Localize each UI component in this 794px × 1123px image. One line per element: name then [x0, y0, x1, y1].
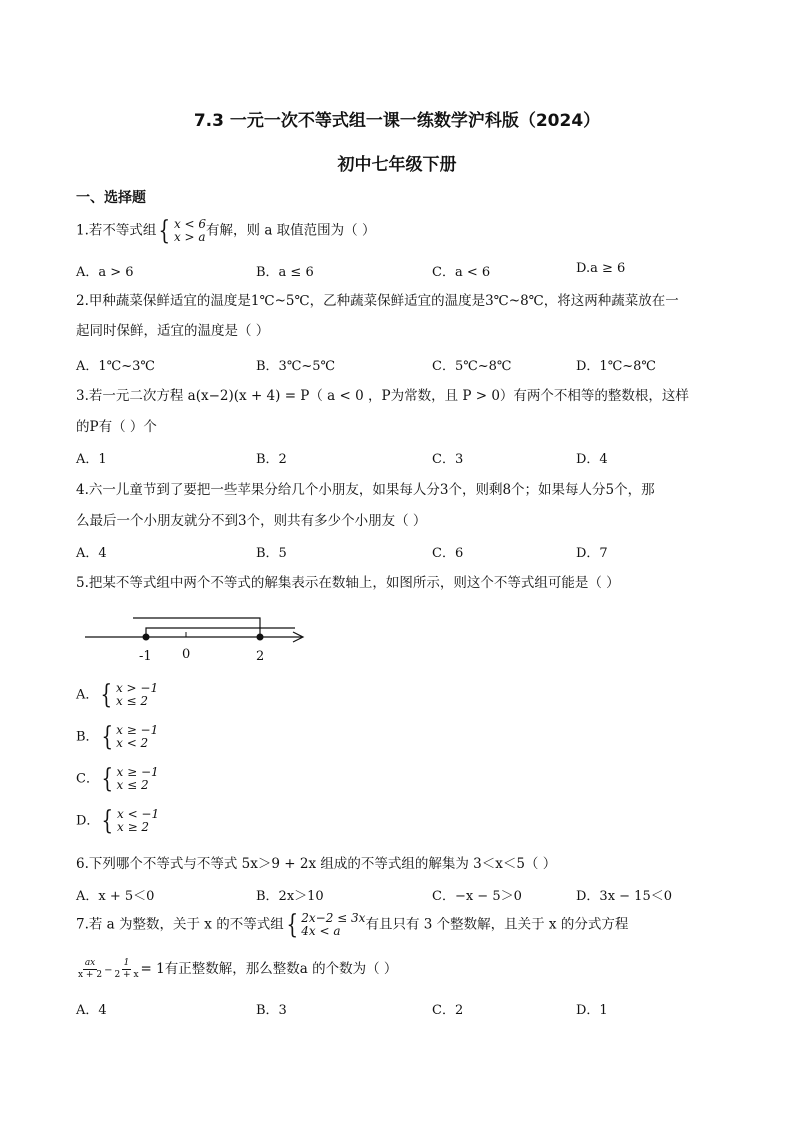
q6-option-b[interactable]: B．2x＞10	[256, 889, 324, 904]
q7-ineq-1: 2x−2 ≤ 3x	[301, 911, 366, 925]
question-6-line-1: 6.下列哪个不等式与不等式 5x＞9 + 2x 组成的不等式组的解集为 3＜x＜5（ ）	[76, 856, 557, 872]
q4-option-c[interactable]: C．6	[432, 546, 464, 561]
axis-label-minus-one: -1	[139, 649, 152, 664]
q5-option-a-system: { x > −1 x ≤ 2	[100, 680, 159, 710]
solution-ray-upper	[146, 628, 295, 637]
q7-option-a[interactable]: A．4	[76, 1003, 107, 1018]
q7-prefix: 7.若 a 为整数，关于 x 的不等式组	[76, 916, 284, 933]
q5-d-ineq-1: x < −1	[116, 807, 160, 821]
question-2-line-1: 2.甲种蔬菜保鲜适宜的温度是1℃~5℃，乙种蔬菜保鲜适宜的温度是3℃~8℃，将这两种蔬菜放在一	[76, 293, 679, 309]
q1-ineq-1: x < 6	[173, 217, 207, 231]
q1-prefix: 1.若不等式组	[76, 222, 157, 239]
q7-frac1-numerator: ax	[84, 958, 96, 968]
q3-option-d[interactable]: D．4	[576, 452, 608, 467]
q7-option-b[interactable]: B．3	[256, 1003, 287, 1018]
q6-option-a[interactable]: A．x + 5＜0	[76, 889, 155, 904]
q1-option-d[interactable]: D.a ≥ 6	[576, 261, 626, 276]
axis-label-two: 2	[256, 649, 265, 664]
q5-a-ineq-1: x > −1	[115, 681, 159, 695]
question-4-line-2: 么最后一个小朋友就分不到3个，则共有多少个小朋友（ ）	[76, 513, 427, 529]
q5-option-a[interactable]	[76, 682, 158, 708]
q5-option-c-system: { x ≥ −1 x ≤ 2	[101, 764, 159, 794]
q7-system: { 2x−2 ≤ 3x 4x < a	[286, 910, 366, 940]
question-7-line-1	[76, 912, 628, 938]
q5-option-c-label: C．	[76, 771, 99, 787]
q5-option-b-label: B．	[76, 729, 99, 745]
q1-suffix: 有解，则 a 取值范围为（ ）	[206, 222, 376, 239]
q7-option-d[interactable]: D．1	[576, 1003, 608, 1018]
q5-option-d-label: D．	[76, 813, 100, 829]
q5-a-ineq-2: x ≤ 2	[115, 694, 149, 708]
q7-suffix: 有且只有 3 个整数解，且关于 x 的分式方程	[365, 916, 629, 933]
page-subtitle: 初中七年级下册	[337, 155, 457, 175]
question-7-line-2	[76, 957, 397, 981]
q1-system: { x < 6 x > a	[158, 216, 207, 246]
q7-fraction-1	[78, 958, 102, 981]
q5-option-b[interactable]	[76, 724, 158, 750]
point-minus-one	[143, 634, 150, 641]
q5-d-ineq-2: x ≥ 2	[116, 820, 150, 834]
section-heading: 一、选择题	[76, 190, 146, 206]
q5-option-a-label: A．	[76, 687, 99, 703]
q4-option-b[interactable]: B．5	[256, 546, 287, 561]
q7-minus-sign: −	[104, 965, 113, 976]
q5-option-b-system: { x ≥ −1 x < 2	[101, 722, 159, 752]
axis-label-zero: 0	[182, 647, 191, 662]
q5-option-c[interactable]	[76, 766, 159, 792]
question-1	[76, 218, 375, 244]
question-5-line-1: 5.把某不等式组中两个不等式的解集表示在数轴上，如图所示，则这个不等式组可能是（ ）	[76, 575, 620, 591]
q2-option-c[interactable]: C．5℃~8℃	[432, 359, 512, 374]
q1-option-c[interactable]: C．a < 6	[432, 265, 491, 280]
q1-ineq-2: x > a	[173, 230, 206, 244]
q7-frac1-denominator: x + 2	[78, 970, 103, 980]
q7-equation-tail: = 1有正整数解，那么整数a 的个数为（ ）	[140, 961, 398, 977]
q7-fraction-2	[114, 958, 138, 981]
q3-option-b[interactable]: B．2	[256, 452, 287, 467]
q6-option-c[interactable]: C．−x − 5＞0	[432, 889, 522, 904]
q2-option-a[interactable]: A．1℃~3℃	[76, 359, 155, 374]
point-two	[257, 634, 264, 641]
q5-c-ineq-1: x ≥ −1	[116, 765, 159, 779]
q5-c-ineq-2: x ≤ 2	[116, 778, 149, 792]
q7-frac2-numerator: 1	[123, 958, 130, 968]
question-2-line-2: 起同时保鲜，适宜的温度是（ ）	[76, 323, 270, 339]
q5-b-ineq-2: x < 2	[116, 736, 149, 750]
q3-option-c[interactable]: C．3	[432, 452, 464, 467]
q5-b-ineq-1: x ≥ −1	[116, 723, 159, 737]
q2-option-b[interactable]: B．3℃~5℃	[256, 359, 336, 374]
q7-frac2-denominator: 2 + x	[114, 970, 139, 980]
q3-option-a[interactable]: A．1	[76, 452, 107, 467]
q5-option-d[interactable]	[76, 808, 159, 834]
q7-ineq-2: 4x < a	[301, 924, 341, 938]
number-line-figure	[80, 608, 320, 668]
q6-option-d[interactable]: D．3x − 15＜0	[576, 889, 672, 904]
page-title: 7.3 一元一次不等式组一课一练数学沪科版（2024）	[193, 111, 601, 131]
question-3-line-2: 的P有（ ）个	[76, 419, 157, 435]
q1-option-b[interactable]: B．a ≤ 6	[256, 265, 314, 280]
question-3-line-1: 3.若一元二次方程 a(x−2)(x + 4) = P（ a < 0 ，P为常数，且 P > 0）有两个不相等的整数根，这样	[76, 388, 689, 404]
q4-option-a[interactable]: A．4	[76, 546, 107, 561]
q1-option-a[interactable]: A．a > 6	[76, 265, 134, 280]
q2-option-d[interactable]: D．1℃~8℃	[576, 359, 656, 374]
q7-option-c[interactable]: C．2	[432, 1003, 464, 1018]
question-4-line-1: 4.六一儿童节到了要把一些苹果分给几个小朋友，如果每人分3个，则剩8个；如果每人分5个，那	[76, 482, 655, 498]
q4-option-d[interactable]: D．7	[576, 546, 608, 561]
q5-option-d-system: { x < −1 x ≥ 2	[101, 806, 160, 836]
